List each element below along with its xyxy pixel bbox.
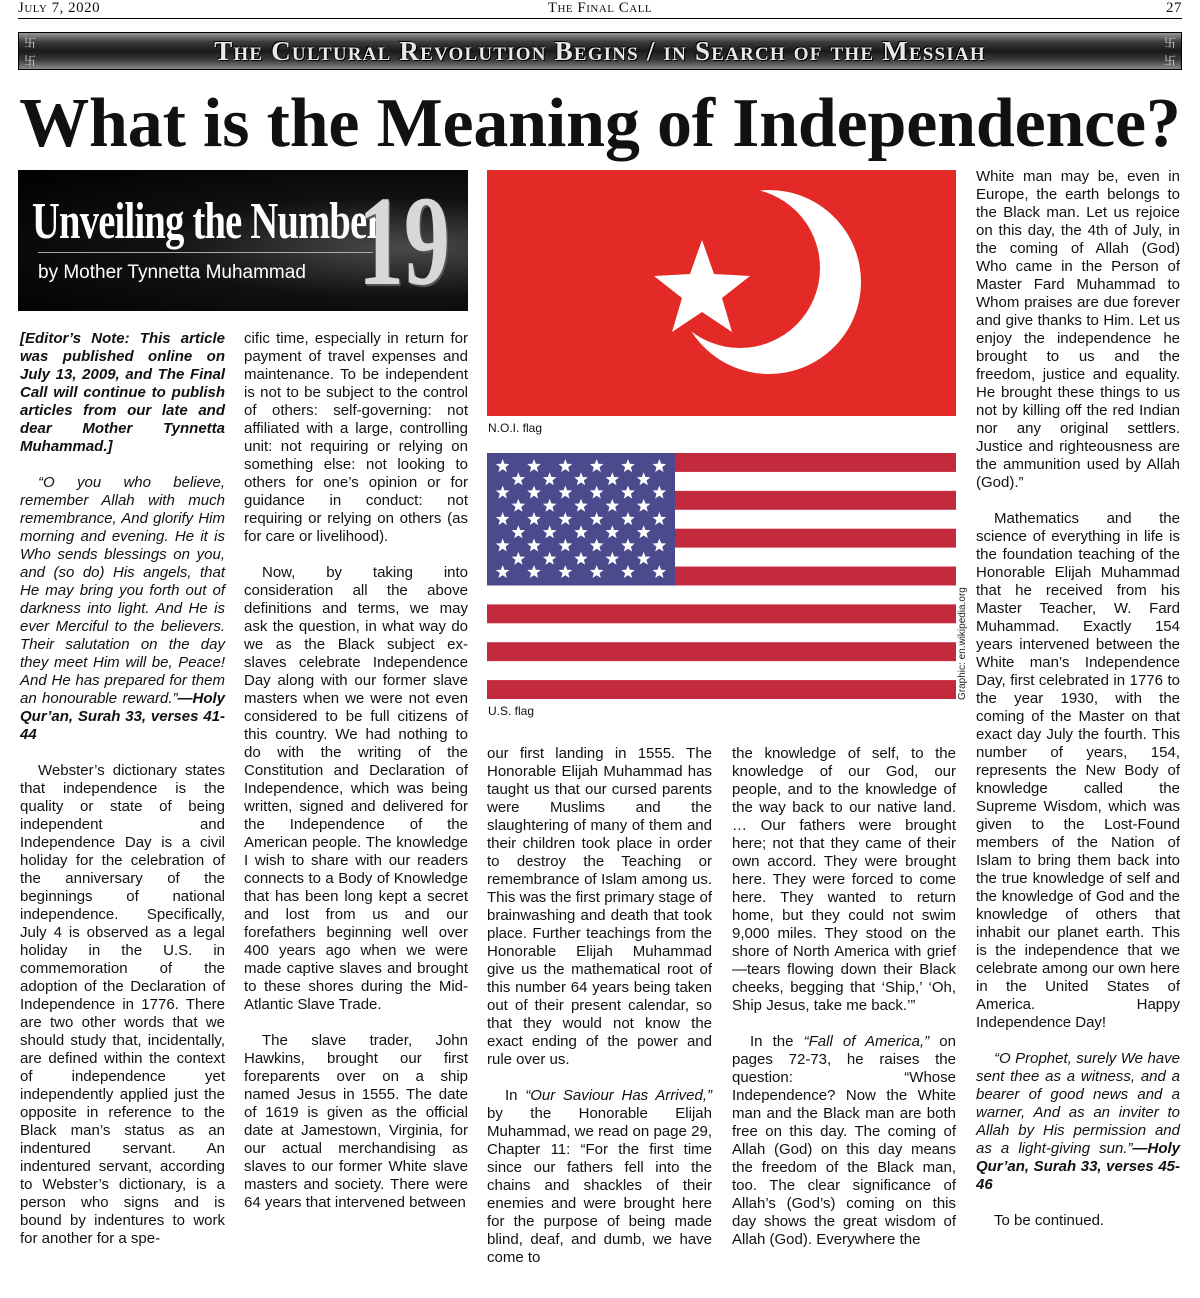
series-number: 19 <box>357 170 450 311</box>
closing-quote-source: —Holy Qur’an, Surah 33, verses 45-46 <box>976 1140 1180 1193</box>
series-title: Unveiling the Number <box>32 193 383 250</box>
paragraph: In the “Fall of America,” on pages 72-73, he raises the question: “Whose Independence? Now the White man and the Black man are both free on this day. The coming of Allah (God) on this day means the freedom of the Black man, too. The clear significance of Allah’s (God’s) coming on this day shows the great wisdom of Allah (God). Everywhere the <box>732 1033 956 1248</box>
noi-flag-image <box>487 170 956 416</box>
flag-stripe <box>487 623 956 642</box>
paragraph: Now, by taking into consideration all the above definitions and terms, we may ask the question, in what way do we as the Black subject ex-slaves celebrate Independence Day along with our former slave masters when we were not even considered to be full citizens of this country. We had nothing to do with the writing of the Constitution and Declaration of Independence, which was being written, signed and delivered for the Independence of the American people. The knowledge I wish to share with our readers connects to a Body of Knowledge that has been long kept a secret and lost from us and our forefathers beginning well over 400 years ago when we were made captive slaves and brought to these shores during the Mid-Atlantic Slave Trade. <box>244 564 468 1013</box>
paragraph: Mathematics and the science of everything in life is the foundation teaching of the Honorable Elijah Muhammad that he received from his Master Teacher, W. Fard Muhammad. Exactly 154 years intervened between the White man’s Independence Day, first celebrated in 1776 to the year 1930, with the coming of the Master on that exact day July the fourth. This number of years, 154, represents the New Body of knowledge called the Supreme Wisdom, which was given to the Lost-Found members of the Nation of Islam to bring them back into the true knowledge of self and the knowledge of God and the knowledge of others that inhabit our planet earth. This is the independence that we celebrate among our own here in the United States of America. Happy Independence Day! <box>976 510 1180 1031</box>
paragraph: The slave trader, John Hawkins, brought our first foreparents over on a ship named Jesus in 1555. The date of 1619 is given as the official date at Jamestown, Virginia, for our actual merchandising as slaves to our former White slave masters and society. There were 64 years that intervened between <box>244 1032 468 1211</box>
article-column-3 <box>487 745 712 1267</box>
page-number: 27 <box>1166 0 1182 16</box>
opening-quote-source: —Holy Qur’an, Surah 33, verses 41-44 <box>20 690 225 743</box>
paragraph: Webster’s dictionary states that independence is the quality or state of being independent and Independence Day is a civil holiday for the celebration of the anniversary of the beginnings of national independence. Specifically, July 4 is observed as a legal holiday in the U.S. in commemoration of the adoption of the Declaration of Independence in 1776. There are two other words that we should study that, incidentally, are defined within the context of independence yet independently applied just the opposite in reference to the Black man’s status as an indentured servant. An indentured servant, according to Webster’s dictionary, is a person who signs and is bound by indentures to work for another for a spe- <box>20 762 225 1247</box>
article-column-1 <box>20 330 225 1248</box>
paragraph: cific time, especially in return for payment of travel expenses and maintenance. To be independent is not to be subject to the control of others: self-governing: not affiliated with a large, controlling unit: not requiring or relying on something else: not looking to others for one’s opinion or for guidance in conduct: not requiring or relying on others (as for care or livelihood). <box>244 330 468 545</box>
flag-stripe <box>487 604 956 623</box>
flag-stripe <box>487 585 956 604</box>
flag-stripe <box>487 680 956 699</box>
series-logo-rule <box>38 252 373 253</box>
flag-stripe <box>487 642 956 661</box>
article-column-4 <box>732 745 956 1249</box>
us-flag-graphic <box>487 453 956 699</box>
issue-date: July 7, 2020 <box>18 0 101 16</box>
page-folio <box>18 0 1182 17</box>
article-column-2 <box>244 330 468 1212</box>
author-byline: by Mother Tynnetta Muhammad <box>38 262 306 283</box>
ornament-icon: 卐 <box>1163 36 1176 50</box>
folio-rule <box>18 18 1182 19</box>
opening-quote <box>20 474 225 744</box>
ornament-icon: 卐 <box>23 36 36 50</box>
us-flag-image <box>487 453 956 699</box>
crescent-star-icon <box>487 170 956 416</box>
closing-quote <box>976 1050 1180 1194</box>
publication-name: The Final Call <box>547 0 653 16</box>
graphic-credit: Graphic: en.wikipedia.org <box>957 587 968 700</box>
noi-flag-caption: N.O.I. flag <box>488 421 543 435</box>
opening-quote-text: “O you who believe, remember Allah with much remembrance, And glorify Him morning and evening. He it is Who sends blessings on you, and (so do) His angels, that He may bring you forth out of darkness into light. And He is ever Merciful to the believers. Their salutation on the day they meet Him will be, Peace! And He has prepared for them an honourable reward.” <box>20 474 225 707</box>
paragraph: our first landing in 1555. The Honorable Elijah Muhammad has taught us that our cursed parents were Muslims and the slaughtering of many of them and their children took place in order to destroy the Teaching or remembrance of Islam among us. This was the first primary stage of brainwashing and death that took place. Further teachings from the Honorable Elijah Muhammad give us the mathematical root of this number 64 years being taken out of their present calendar, so that they would not know the exact ending of the power and rule over us. <box>487 745 712 1068</box>
book-title: “Our Saviour Has Arrived,” <box>525 1087 712 1104</box>
ornament-icon: 卐 <box>1163 54 1176 68</box>
us-flag-caption: U.S. flag <box>488 704 535 718</box>
editors-note: [Editor’s Note: This article was published online on July 13, 2009, and The Final Call will continue to publish articles from our late and dear Mother Tynnetta Muhammad.] <box>20 330 225 455</box>
flag-stripe <box>487 661 956 680</box>
series-logo <box>18 170 468 311</box>
article-headline: What is the Meaning of Independence? <box>19 85 1181 162</box>
book-title: “Fall of America,” <box>803 1033 930 1050</box>
article-column-5 <box>976 168 1180 1230</box>
section-banner-title: The Cultural Revolution Begins / in Search of the Messiah <box>214 36 986 66</box>
ornament-icon: 卐 <box>23 54 36 68</box>
paragraph: White man may be, even in Europe, the earth belongs to the Black man. Let us rejoice on this day, the 4th of July, in the coming of Allah (God) Who came in the Person of Master Fard Muhammad to Whom praises are due forever and give thanks to Him. Let us enjoy the independence he brought to us and the freedom, justice and equality. He brought these things to us not by killing off the red Indian nor any original settlers. Justice and righteousness are the ammunition used by Allah (God).” <box>976 168 1180 491</box>
section-banner <box>18 32 1182 70</box>
to-be-continued: To be continued. <box>994 1212 1105 1229</box>
paragraph: the knowledge of self, to the knowledge of our God, our people, and to the knowledge of the way back to our native land. … Our fathers were brought here; not that they came of their own accord. They were brought here. They were forced to come here. They wanted to return home, but they could not swim 9,000 miles. They stood on the shore of North America with grief—tears flowing down their Black cheeks, begging that ‘Ship,’ ‘Oh, Ship Jesus, take me back.’” <box>732 745 956 1014</box>
paragraph: In “Our Saviour Has Arrived,” by the Honorable Elijah Muhammad, we read on page 29, Chapter 11: “For the first time since our fathers fell into the chains and shackles of their enemies and were brought here for the purpose of being made blind, deaf, and dumb, we have come to <box>487 1087 712 1266</box>
closing-quote-text: “O Prophet, surely We have sent thee as a witness, and a bearer of good news and a warner, And as an inviter to Allah by His permission and as a light-giving sun.” <box>976 1050 1180 1157</box>
